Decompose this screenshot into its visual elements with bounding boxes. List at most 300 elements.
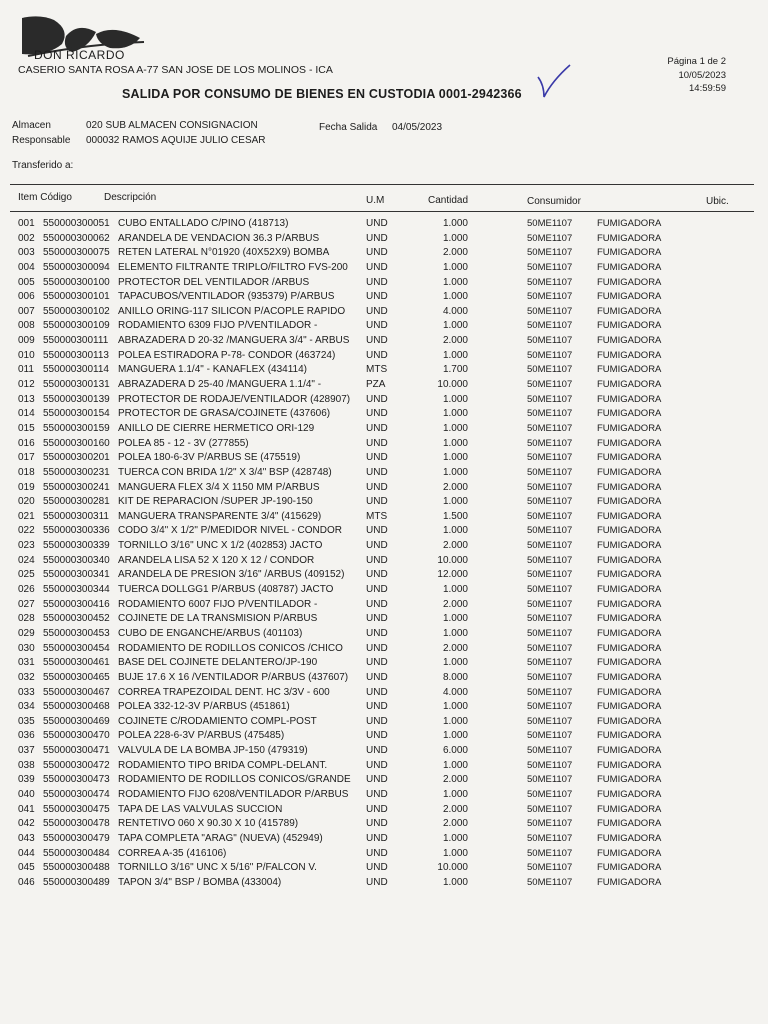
transferido-label: Transferido a: — [12, 160, 74, 171]
row-consumer: 50ME1107 — [527, 349, 573, 361]
row-code: 550000300339 — [43, 540, 110, 552]
row-consumer: 50ME1107 — [527, 730, 573, 742]
table-row — [0, 277, 768, 292]
column-item-codigo: Item Código — [18, 192, 72, 203]
row-item: 028 — [18, 613, 35, 625]
row-code: 550000300452 — [43, 613, 110, 625]
row-um: UND — [366, 496, 388, 508]
almacen-value: 020 SUB ALMACEN CONSIGNACION — [86, 120, 258, 131]
row-consumer: 50ME1107 — [527, 584, 573, 596]
row-item: 020 — [18, 496, 35, 508]
company-address: CASERIO SANTA ROSA A-77 SAN JOSE DE LOS MOLINOS - ICA — [18, 64, 333, 76]
row-item: 011 — [18, 364, 34, 376]
print-date: 10/05/2023 — [678, 69, 726, 81]
table-row — [0, 555, 768, 570]
table-row — [0, 364, 768, 379]
row-area: FUMIGADORA — [597, 730, 662, 742]
row-quantity: 1.000 — [442, 788, 468, 800]
page-number: Página 1 de 2 — [667, 56, 726, 67]
row-consumer: 50ME1107 — [527, 832, 573, 844]
row-code: 550000300416 — [43, 598, 110, 610]
row-area: FUMIGADORA — [597, 218, 662, 229]
row-consumer: 50ME1107 — [527, 862, 573, 874]
row-um: UND — [366, 422, 388, 434]
table-row — [0, 584, 768, 599]
row-consumer: 50ME1107 — [527, 393, 573, 405]
table-row — [0, 306, 768, 321]
row-code: 550000300100 — [43, 276, 110, 288]
table-row — [0, 789, 768, 804]
row-quantity: 1.000 — [442, 847, 468, 859]
row-description: RODAMIENTO TIPO BRIDA COMPL-DELANT. — [118, 759, 328, 771]
row-area: FUMIGADORA — [597, 540, 662, 552]
row-item: 019 — [18, 481, 35, 493]
row-consumer: 50ME1107 — [527, 847, 573, 859]
row-um: UND — [366, 671, 388, 683]
row-description: RODAMIENTO 6309 FIJO P/VENTILADOR - — [118, 320, 318, 332]
row-item: 036 — [18, 730, 35, 742]
table-row — [0, 233, 768, 248]
row-quantity: 1.000 — [442, 730, 468, 742]
row-description: ARANDELA DE VENDACION 36.3 P/ARBUS — [118, 232, 320, 244]
table-row — [0, 335, 768, 350]
table-row — [0, 701, 768, 716]
row-quantity: 1.000 — [442, 525, 468, 537]
row-quantity: 8.000 — [442, 671, 468, 683]
row-code: 550000300340 — [43, 554, 110, 566]
row-area: FUMIGADORA — [597, 422, 662, 434]
row-consumer: 50ME1107 — [527, 657, 573, 669]
row-description: CUBO DE ENGANCHE/ARBUS (401103) — [118, 627, 303, 639]
table-row — [0, 657, 768, 672]
table-row — [0, 291, 768, 306]
row-consumer: 50ME1107 — [527, 232, 573, 244]
row-area: FUMIGADORA — [597, 598, 662, 610]
row-um: UND — [366, 452, 388, 464]
row-area: FUMIGADORA — [597, 305, 662, 317]
row-consumer: 50ME1107 — [527, 452, 573, 464]
row-code: 550000300488 — [43, 862, 110, 874]
row-description: COJINETE C/RODAMIENTO COMPL-POST — [118, 715, 317, 727]
row-item: 022 — [18, 525, 35, 537]
row-quantity: 2.000 — [442, 642, 468, 654]
items-table — [0, 218, 768, 891]
row-description: TAPACUBOS/VENTILADOR (935379) P/ARBUS — [118, 291, 335, 303]
row-area: FUMIGADORA — [597, 642, 662, 654]
row-item: 027 — [18, 598, 35, 610]
row-description: RETEN LATERAL N°01920 (40X52X9) BOMBA — [118, 247, 330, 259]
row-quantity: 1.000 — [442, 759, 468, 771]
row-quantity: 6.000 — [442, 745, 468, 757]
row-um: UND — [366, 774, 388, 786]
row-quantity: 1.000 — [442, 437, 468, 449]
row-quantity: 1.000 — [442, 613, 468, 625]
row-item: 046 — [18, 876, 35, 888]
row-item: 001 — [18, 218, 35, 229]
row-description: CORREA TRAPEZOIDAL DENT. HC 3/3V - 600 — [118, 686, 330, 698]
row-area: FUMIGADORA — [597, 291, 662, 303]
row-description: TAPA DE LAS VALVULAS SUCCION — [118, 803, 283, 815]
row-consumer: 50ME1107 — [527, 335, 573, 347]
row-consumer: 50ME1107 — [527, 276, 573, 288]
row-area: FUMIGADORA — [597, 437, 662, 449]
row-item: 031 — [18, 657, 35, 669]
row-item: 014 — [18, 408, 35, 420]
document-title: SALIDA POR CONSUMO DE BIENES EN CUSTODIA 0001-2942366 — [122, 87, 522, 101]
row-area: FUMIGADORA — [597, 452, 662, 464]
row-code: 550000300471 — [43, 745, 110, 757]
row-area: FUMIGADORA — [597, 847, 662, 859]
row-um: UND — [366, 876, 388, 888]
row-consumer: 50ME1107 — [527, 466, 573, 478]
row-quantity: 1.000 — [442, 701, 468, 713]
row-item: 010 — [18, 349, 35, 361]
table-row — [0, 804, 768, 819]
row-description: RODAMIENTO DE RODILLOS CONICOS /CHICO — [118, 642, 343, 654]
row-item: 005 — [18, 276, 35, 288]
row-item: 026 — [18, 584, 35, 596]
row-area: FUMIGADORA — [597, 788, 662, 800]
row-quantity: 10.000 — [437, 862, 468, 874]
table-row — [0, 862, 768, 877]
row-code: 550000300336 — [43, 525, 110, 537]
row-quantity: 1.000 — [442, 218, 468, 229]
row-code: 550000300478 — [43, 818, 110, 830]
column-descripcion: Descripción — [104, 192, 157, 203]
row-um: UND — [366, 686, 388, 698]
row-consumer: 50ME1107 — [527, 745, 573, 757]
row-description: TUERCA DOLLGG1 P/ARBUS (408787) JACTO — [118, 584, 334, 596]
row-code: 550000300075 — [43, 247, 110, 259]
row-quantity: 1.000 — [442, 422, 468, 434]
table-row — [0, 394, 768, 409]
row-code: 550000300454 — [43, 642, 110, 654]
row-description: POLEA 332-12-3V P/ARBUS (451861) — [118, 701, 290, 713]
row-quantity: 1.000 — [442, 584, 468, 596]
row-item: 021 — [18, 510, 35, 522]
row-description: ANILLO DE CIERRE HERMETICO ORI-129 — [118, 422, 315, 434]
row-quantity: 1.000 — [442, 320, 468, 332]
row-um: UND — [366, 613, 388, 625]
table-row — [0, 496, 768, 511]
column-um: U.M — [366, 195, 385, 206]
table-row — [0, 716, 768, 731]
table-row — [0, 745, 768, 760]
column-ubic: Ubic. — [706, 196, 729, 207]
row-consumer: 50ME1107 — [527, 701, 573, 713]
row-consumer: 50ME1107 — [527, 364, 573, 376]
row-quantity: 1.000 — [442, 261, 468, 273]
row-code: 550000300160 — [43, 437, 110, 449]
column-cantidad: Cantidad — [428, 195, 469, 206]
row-quantity: 1.000 — [442, 466, 468, 478]
row-um: MTS — [366, 364, 388, 376]
row-um: UND — [366, 554, 388, 566]
row-quantity: 1.000 — [442, 291, 468, 303]
row-area: FUMIGADORA — [597, 862, 662, 874]
row-description: MANGUERA 1.1/4" - KANAFLEX (434114) — [118, 364, 307, 376]
row-area: FUMIGADORA — [597, 320, 662, 332]
row-description: RENTETIVO 060 X 90.30 X 10 (415789) — [118, 818, 299, 830]
table-row — [0, 613, 768, 628]
table-row — [0, 672, 768, 687]
row-consumer: 50ME1107 — [527, 627, 573, 639]
row-um: UND — [366, 862, 388, 874]
row-quantity: 1.000 — [442, 408, 468, 420]
row-description: CORREA A-35 (416106) — [118, 847, 227, 859]
row-description: TAPON 3/4" BSP / BOMBA (433004) — [118, 876, 282, 888]
row-item: 038 — [18, 759, 35, 771]
row-item: 037 — [18, 745, 35, 757]
row-consumer: 50ME1107 — [527, 481, 573, 493]
table-row — [0, 628, 768, 643]
table-row — [0, 423, 768, 438]
table-row — [0, 643, 768, 658]
row-consumer: 50ME1107 — [527, 554, 573, 566]
row-um: UND — [366, 218, 388, 229]
row-description: TORNILLO 3/16" UNC X 5/16" P/FALCON V. — [118, 862, 317, 874]
header-bottom-divider — [10, 211, 754, 212]
row-um: UND — [366, 803, 388, 815]
row-area: FUMIGADORA — [597, 569, 662, 581]
row-consumer: 50ME1107 — [527, 818, 573, 830]
row-code: 550000300062 — [43, 232, 110, 244]
row-item: 023 — [18, 540, 35, 552]
row-area: FUMIGADORA — [597, 393, 662, 405]
row-area: FUMIGADORA — [597, 584, 662, 596]
row-quantity: 1.000 — [442, 657, 468, 669]
row-quantity: 10.000 — [437, 379, 468, 391]
row-area: FUMIGADORA — [597, 349, 662, 361]
table-row — [0, 467, 768, 482]
row-um: UND — [366, 657, 388, 669]
row-description: ANILLO ORING-117 SILICON P/ACOPLE RAPIDO — [118, 305, 346, 317]
row-area: FUMIGADORA — [597, 232, 662, 244]
row-item: 030 — [18, 642, 35, 654]
row-item: 044 — [18, 847, 35, 859]
row-consumer: 50ME1107 — [527, 803, 573, 815]
table-row — [0, 379, 768, 394]
row-description: POLEA 228-6-3V P/ARBUS (475485) — [118, 730, 285, 742]
row-description: TORNILLO 3/16" UNC X 1/2 (402853) JACTO — [118, 540, 323, 552]
row-quantity: 2.000 — [442, 774, 468, 786]
table-row — [0, 511, 768, 526]
row-code: 550000300102 — [43, 305, 110, 317]
row-description: RODAMIENTO FIJO 6208/VENTILADOR P/ARBUS — [118, 788, 349, 800]
row-quantity: 1.000 — [442, 876, 468, 888]
row-consumer: 50ME1107 — [527, 613, 573, 625]
row-code: 550000300453 — [43, 627, 110, 639]
row-um: UND — [366, 349, 388, 361]
table-row — [0, 848, 768, 863]
header-top-divider — [10, 184, 754, 185]
row-um: UND — [366, 832, 388, 844]
row-item: 034 — [18, 701, 35, 713]
table-row — [0, 818, 768, 833]
row-area: FUMIGADORA — [597, 774, 662, 786]
row-um: UND — [366, 584, 388, 596]
row-code: 550000300474 — [43, 788, 110, 800]
row-um: UND — [366, 598, 388, 610]
row-um: UND — [366, 715, 388, 727]
row-area: FUMIGADORA — [597, 657, 662, 669]
row-consumer: 50ME1107 — [527, 788, 573, 800]
row-um: UND — [366, 759, 388, 771]
row-item: 015 — [18, 422, 35, 434]
row-area: FUMIGADORA — [597, 686, 662, 698]
row-description: MANGUERA TRANSPARENTE 3/4" (415629) — [118, 510, 322, 522]
row-description: ARANDELA LISA 52 X 120 X 12 / CONDOR — [118, 554, 315, 566]
row-code: 550000300479 — [43, 832, 110, 844]
row-code: 550000300341 — [43, 569, 110, 581]
row-item: 018 — [18, 466, 35, 478]
row-quantity: 1.700 — [442, 364, 468, 376]
row-item: 016 — [18, 437, 35, 449]
row-consumer: 50ME1107 — [527, 540, 573, 552]
row-area: FUMIGADORA — [597, 364, 662, 376]
row-quantity: 4.000 — [442, 686, 468, 698]
row-area: FUMIGADORA — [597, 876, 662, 888]
row-consumer: 50ME1107 — [527, 320, 573, 332]
row-quantity: 2.000 — [442, 818, 468, 830]
row-item: 040 — [18, 788, 35, 800]
fecha-label: Fecha Salida — [319, 122, 378, 133]
row-description: KIT DE REPARACION /SUPER JP-190-150 — [118, 496, 313, 508]
table-row — [0, 877, 768, 892]
row-code: 550000300113 — [43, 349, 109, 361]
row-um: UND — [366, 393, 388, 405]
row-description: CUBO ENTALLADO C/PINO (418713) — [118, 218, 289, 229]
table-row — [0, 320, 768, 335]
row-description: RODAMIENTO DE RODILLOS CONICOS/GRANDE — [118, 774, 351, 786]
row-area: FUMIGADORA — [597, 466, 662, 478]
row-area: FUMIGADORA — [597, 408, 662, 420]
row-item: 012 — [18, 379, 35, 391]
row-um: UND — [366, 818, 388, 830]
checkmark-icon — [534, 63, 574, 103]
row-quantity: 2.000 — [442, 803, 468, 815]
row-description: POLEA 85 - 12 - 3V (277855) — [118, 437, 249, 449]
row-code: 550000300470 — [43, 730, 110, 742]
row-description: PROTECTOR DE RODAJE/VENTILADOR (428907) — [118, 393, 351, 405]
responsable-label: Responsable — [12, 135, 71, 146]
row-um: PZA — [366, 379, 386, 391]
row-item: 003 — [18, 247, 35, 259]
row-item: 002 — [18, 232, 35, 244]
row-consumer: 50ME1107 — [527, 305, 573, 317]
row-consumer: 50ME1107 — [527, 715, 573, 727]
row-code: 550000300111 — [43, 335, 109, 347]
row-consumer: 50ME1107 — [527, 510, 573, 522]
row-consumer: 50ME1107 — [527, 642, 573, 654]
row-consumer: 50ME1107 — [527, 759, 573, 771]
column-consumidor: Consumidor — [527, 196, 581, 207]
row-code: 550000300231 — [43, 466, 110, 478]
table-row — [0, 687, 768, 702]
row-code: 550000300472 — [43, 759, 110, 771]
table-row — [0, 408, 768, 423]
row-description: ELEMENTO FILTRANTE TRIPLO/FILTRO FVS-200 — [118, 261, 348, 273]
row-area: FUMIGADORA — [597, 832, 662, 844]
row-consumer: 50ME1107 — [527, 569, 573, 581]
row-area: FUMIGADORA — [597, 715, 662, 727]
responsable-value: 000032 RAMOS AQUIJE JULIO CESAR — [86, 135, 266, 146]
row-code: 550000300114 — [43, 364, 109, 376]
table-row — [0, 262, 768, 277]
row-item: 004 — [18, 261, 35, 273]
row-um: UND — [366, 788, 388, 800]
row-um: UND — [366, 261, 388, 273]
row-quantity: 1.000 — [442, 393, 468, 405]
row-consumer: 50ME1107 — [527, 774, 573, 786]
table-row — [0, 218, 768, 233]
row-consumer: 50ME1107 — [527, 261, 573, 273]
row-code: 550000300154 — [43, 408, 110, 420]
row-code: 550000300475 — [43, 803, 110, 815]
row-code: 550000300159 — [43, 422, 110, 434]
row-area: FUMIGADORA — [597, 671, 662, 683]
row-description: VALVULA DE LA BOMBA JP-150 (479319) — [118, 745, 308, 757]
row-um: UND — [366, 642, 388, 654]
row-consumer: 50ME1107 — [527, 598, 573, 610]
row-area: FUMIGADORA — [597, 379, 662, 391]
row-consumer: 50ME1107 — [527, 876, 573, 888]
row-consumer: 50ME1107 — [527, 422, 573, 434]
page-info — [667, 55, 726, 96]
row-item: 013 — [18, 393, 35, 405]
row-code: 550000300241 — [43, 481, 110, 493]
row-um: UND — [366, 335, 388, 347]
row-item: 035 — [18, 715, 35, 727]
row-area: FUMIGADORA — [597, 818, 662, 830]
row-um: UND — [366, 627, 388, 639]
row-quantity: 2.000 — [442, 247, 468, 259]
row-quantity: 1.000 — [442, 349, 468, 361]
table-row — [0, 540, 768, 555]
row-code: 550000300489 — [43, 876, 110, 888]
row-item: 008 — [18, 320, 35, 332]
row-item: 043 — [18, 832, 35, 844]
row-quantity: 4.000 — [442, 305, 468, 317]
row-um: UND — [366, 466, 388, 478]
row-code: 550000300467 — [43, 686, 110, 698]
row-description: TAPA COMPLETA "ARAG" (NUEVA) (452949) — [118, 832, 323, 844]
row-consumer: 50ME1107 — [527, 408, 573, 420]
row-item: 032 — [18, 671, 35, 683]
row-um: UND — [366, 437, 388, 449]
row-um: UND — [366, 569, 388, 581]
table-row — [0, 247, 768, 262]
row-consumer: 50ME1107 — [527, 291, 573, 303]
row-area: FUMIGADORA — [597, 510, 662, 522]
row-um: UND — [366, 320, 388, 332]
row-quantity: 12.000 — [437, 569, 468, 581]
row-description: CODO 3/4" X 1/2" P/MEDIDOR NIVEL - CONDOR — [118, 525, 342, 537]
row-quantity: 2.000 — [442, 598, 468, 610]
row-description: COJINETE DE LA TRANSMISION P/ARBUS — [118, 613, 318, 625]
row-area: FUMIGADORA — [597, 627, 662, 639]
row-code: 550000300139 — [43, 393, 110, 405]
row-code: 550000300109 — [43, 320, 110, 332]
row-code: 550000300469 — [43, 715, 110, 727]
row-quantity: 1.500 — [442, 510, 468, 522]
row-quantity: 1.000 — [442, 452, 468, 464]
row-item: 041 — [18, 803, 35, 815]
row-um: UND — [366, 847, 388, 859]
row-description: ARANDELA DE PRESION 3/16" /ARBUS (409152) — [118, 569, 345, 581]
row-code: 550000300468 — [43, 701, 110, 713]
row-um: UND — [366, 305, 388, 317]
